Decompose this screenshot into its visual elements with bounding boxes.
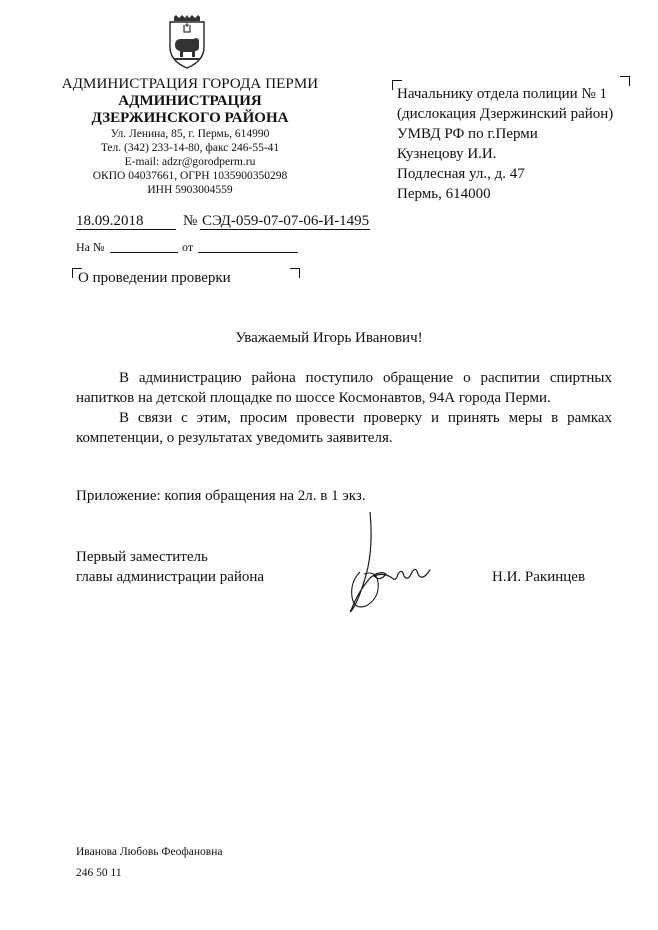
recipient-corner-mark <box>620 76 630 86</box>
registration-date-underline <box>76 229 176 230</box>
reference-number-blank <box>110 252 178 253</box>
signer-name: Н.И. Ракинцев <box>492 569 586 585</box>
salutation: Уважаемый Игорь Иванович! <box>235 330 423 346</box>
recipient-line: Начальнику отдела полиции № 1 <box>397 86 608 102</box>
recipient-line: Кузнецову И.И. <box>397 146 497 162</box>
signer-position: Первый заместитель <box>76 549 208 565</box>
sender-address: Ул. Ленина, 85, г. Пермь, 614990 <box>110 128 270 140</box>
sender-inn: ИНН 5903004559 <box>147 184 233 196</box>
registration-number: СЭД-059-07-07-06-И-1495 <box>202 213 370 229</box>
sender-title: АДМИНИСТРАЦИЯ <box>118 93 262 109</box>
handwritten-signature <box>340 512 440 622</box>
reference-date-blank <box>198 252 298 253</box>
attachment-note: Приложение: копия обращения на 2л. в 1 экз. <box>76 488 366 504</box>
sender-email: E-mail: adzr@gorodperm.ru <box>124 156 256 168</box>
registration-number-sign: № <box>183 213 198 229</box>
registration-date: 18.09.2018 <box>76 213 144 229</box>
sender-okpo: ОКПО 04037661, ОГРН 1035900350298 <box>92 170 288 182</box>
executor-name: Иванова Любовь Феофановна <box>76 846 223 858</box>
recipient-line: (дислокация Дзержинский район) <box>397 106 614 122</box>
signer-position: главы администрации района <box>76 569 265 585</box>
sender-phone: Тел. (342) 233-14-80, факс 246-55-41 <box>100 142 280 154</box>
body-paragraph: В связи с этим, просим провести проверку и принять меры в рамках компетенции, о результатах уведомить заявителя. <box>76 410 612 446</box>
reference-date-label: от <box>182 240 194 254</box>
registration-number-underline <box>200 229 370 230</box>
recipient-line: Пермь, 614000 <box>397 186 491 202</box>
coat-of-arms-emblem <box>165 15 209 69</box>
body-paragraph: В администрацию района поступило обращение о распитии спиртных напитков на детской площадке по шоссе Космонавтов, 94А города Перми. <box>76 370 612 406</box>
subject-corner-mark <box>290 268 300 278</box>
sender-city-admin: АДМИНИСТРАЦИЯ ГОРОДА ПЕРМИ <box>61 76 319 92</box>
recipient-line: Подлесная ул., д. 47 <box>397 166 525 182</box>
recipient-line: УМВД РФ по г.Перми <box>397 126 538 142</box>
letter-subject: О проведении проверки <box>78 270 231 286</box>
reference-number-label: На № <box>76 240 105 254</box>
sender-district: ДЗЕРЖИНСКОГО РАЙОНА <box>91 110 289 126</box>
executor-phone: 246 50 11 <box>76 867 122 879</box>
